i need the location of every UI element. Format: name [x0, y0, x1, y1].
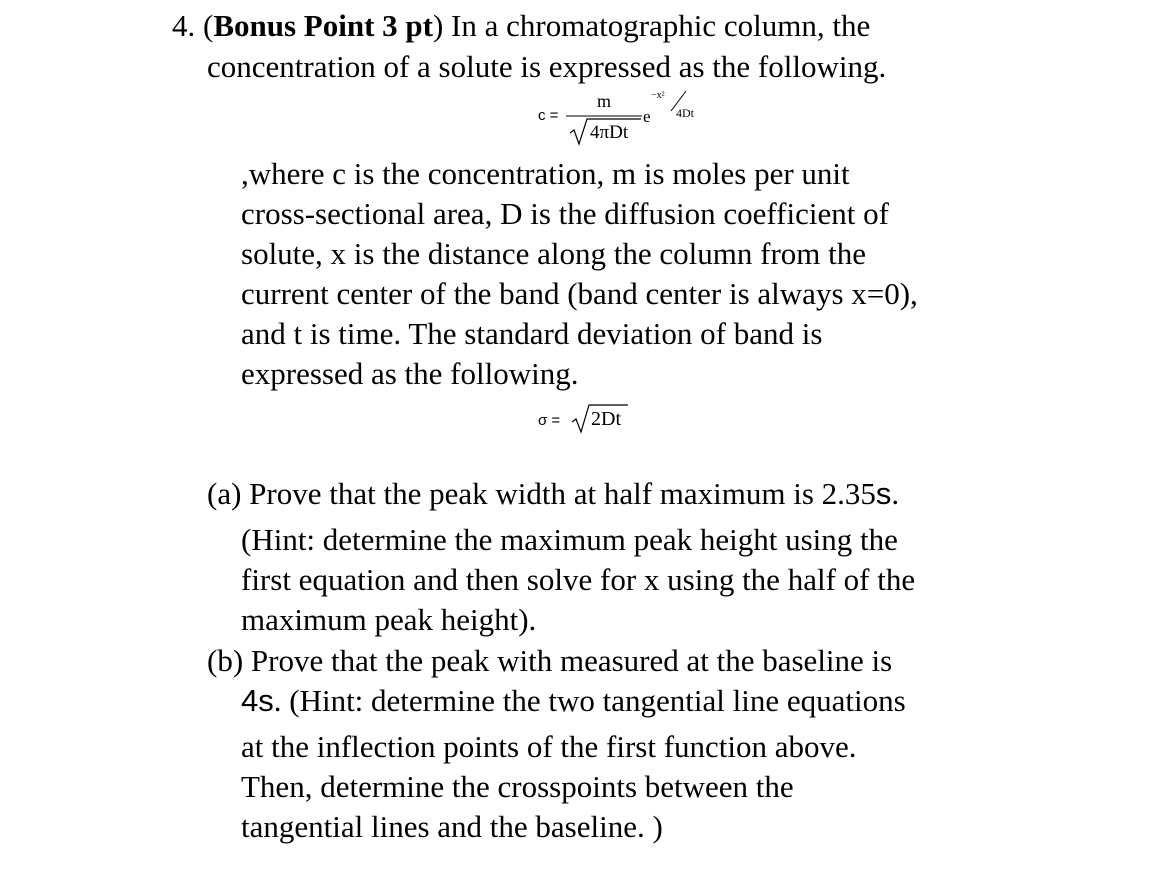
eq1-numerator: m: [597, 91, 612, 111]
problem-number: 4. (: [172, 8, 214, 43]
eq1-denominator: 4πDt: [590, 122, 629, 143]
description-line: ,where c is the concentration, m is moles per unit: [241, 156, 850, 191]
problem-heading: [172, 8, 870, 44]
part-b-line: tangential lines and the baseline. ): [241, 809, 663, 844]
eq2-lhs: σ =: [538, 412, 561, 429]
eq1-exponent-denominator: 4Dt: [676, 106, 694, 120]
description-line: and t is time. The standard deviation of band is: [241, 316, 823, 351]
eq1-exponent-numerator: −x²: [651, 90, 665, 101]
problem-intro: ) In a chromatographic column, the: [432, 8, 871, 43]
description-line: expressed as the following.: [241, 356, 579, 391]
sqrt-symbol: [538, 400, 638, 436]
description-line: current center of the band (band center is always x=0),: [241, 276, 918, 311]
part-b-line: Then, determine the crosspoints between the: [241, 769, 794, 804]
part-b-line2: 4s. (Hint: determine the two tangential line equations: [241, 683, 906, 718]
part-b-line: at the inflection points of the first function above.: [241, 729, 857, 764]
sigma-symbol: s: [875, 476, 892, 511]
eq2-radicand: 2Dt: [591, 408, 621, 430]
std-deviation-equation: [538, 400, 638, 436]
part-a-hint-line: (Hint: determine the maximum peak height using the: [241, 522, 898, 557]
bonus-label: Bonus Point 3 pt: [213, 8, 433, 43]
part-a-question: (a) Prove that the peak width at half maximum is 2.35s.: [207, 476, 900, 511]
problem-intro-line2: concentration of a solute is expressed as the following.: [207, 49, 887, 84]
part-a-hint-line: maximum peak height).: [241, 602, 537, 637]
part-a-hint-line: first equation and then solve for x using the half of the: [241, 562, 916, 597]
part-b-question: (b) Prove that the peak with measured at the baseline is: [207, 643, 893, 678]
concentration-equation: [538, 88, 718, 150]
eq1-exp-base: e: [643, 107, 651, 126]
description-line: cross-sectional area, D is the diffusion coefficient of: [241, 196, 889, 231]
four-sigma-symbol: 4s: [241, 683, 274, 718]
eq1-lhs: c =: [538, 107, 559, 124]
description-line: solute, x is the distance along the column from the: [241, 236, 867, 271]
